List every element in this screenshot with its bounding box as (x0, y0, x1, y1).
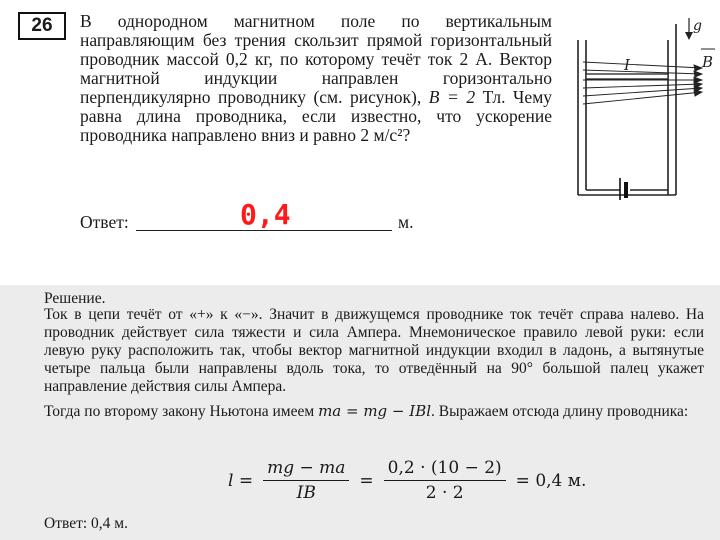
answer-value: 0,4 (240, 198, 291, 231)
formula-fraction-2 (384, 458, 506, 503)
answer-unit: м. (398, 212, 414, 232)
battery-icon (620, 178, 626, 200)
rails (578, 24, 676, 195)
problem-text (80, 12, 552, 145)
field-value: B = 2 (428, 87, 476, 107)
paragraph2-end: . Выражаем отсюда длину проводника: (431, 403, 689, 420)
circuit-figure (568, 10, 718, 200)
formula-fraction-1 (263, 458, 349, 503)
g-label: g (693, 18, 702, 34)
newton-equation: ma = mg − IBl (318, 402, 432, 420)
problem-text-part2: Тл. Чему равна длина проводника, если известно, что ускорение проводника направлено вниз и равно 2 м/с²? (80, 87, 553, 145)
conductor-bar (586, 74, 668, 79)
solution-answer: Ответ: 0,4 м. (44, 515, 128, 532)
fraction2-denominator: 2 · 2 (425, 483, 464, 503)
solution-paragraph-1: Ток в цепи течёт от «+» к «−». Значит в движущемся проводнике ток течёт справа налево. На проводник действует сила тяжести и сила Ампера. Мнемоническое правило левой руки: если левую руку расположить так, чтобы вектор магнитной индукции входил в ладонь, а вытянутые четыре пальца были направлены вдоль тока, то отведённый на 90° большой палец укажет направление действия силы Ампера. (44, 306, 704, 395)
b-label: B (702, 53, 714, 71)
solution-paragraph-2 (44, 402, 704, 421)
length-formula (228, 458, 586, 503)
formula-lhs: l = (228, 470, 254, 491)
solution-heading: Решение. (44, 290, 106, 307)
fraction1-numerator: mg − ma (263, 458, 349, 481)
paragraph2-start: Тогда по второму закону Ньютона имеем (44, 403, 315, 420)
gravity-arrow-icon (685, 18, 693, 40)
fraction1-denominator: IB (296, 483, 316, 503)
formula-equals: = (359, 470, 374, 491)
problem-number: 26 (18, 12, 66, 40)
current-label: I (624, 56, 630, 74)
answer-label: Ответ: (80, 212, 129, 232)
fraction2-numerator: 0,2 · (10 − 2) (384, 458, 506, 481)
problem-text-part1: В однородном магнитном поле по вертикальным направляющим без трения скользит прямой горизонтальный проводник массой 0,2 кг, по которому течёт ток 2 А. Вектор магнитной индукции направлен горизонтально перпендикулярно проводнику (см. рисунок), (80, 11, 552, 107)
field-lines (583, 62, 702, 104)
formula-result: = 0,4 м. (515, 470, 587, 491)
